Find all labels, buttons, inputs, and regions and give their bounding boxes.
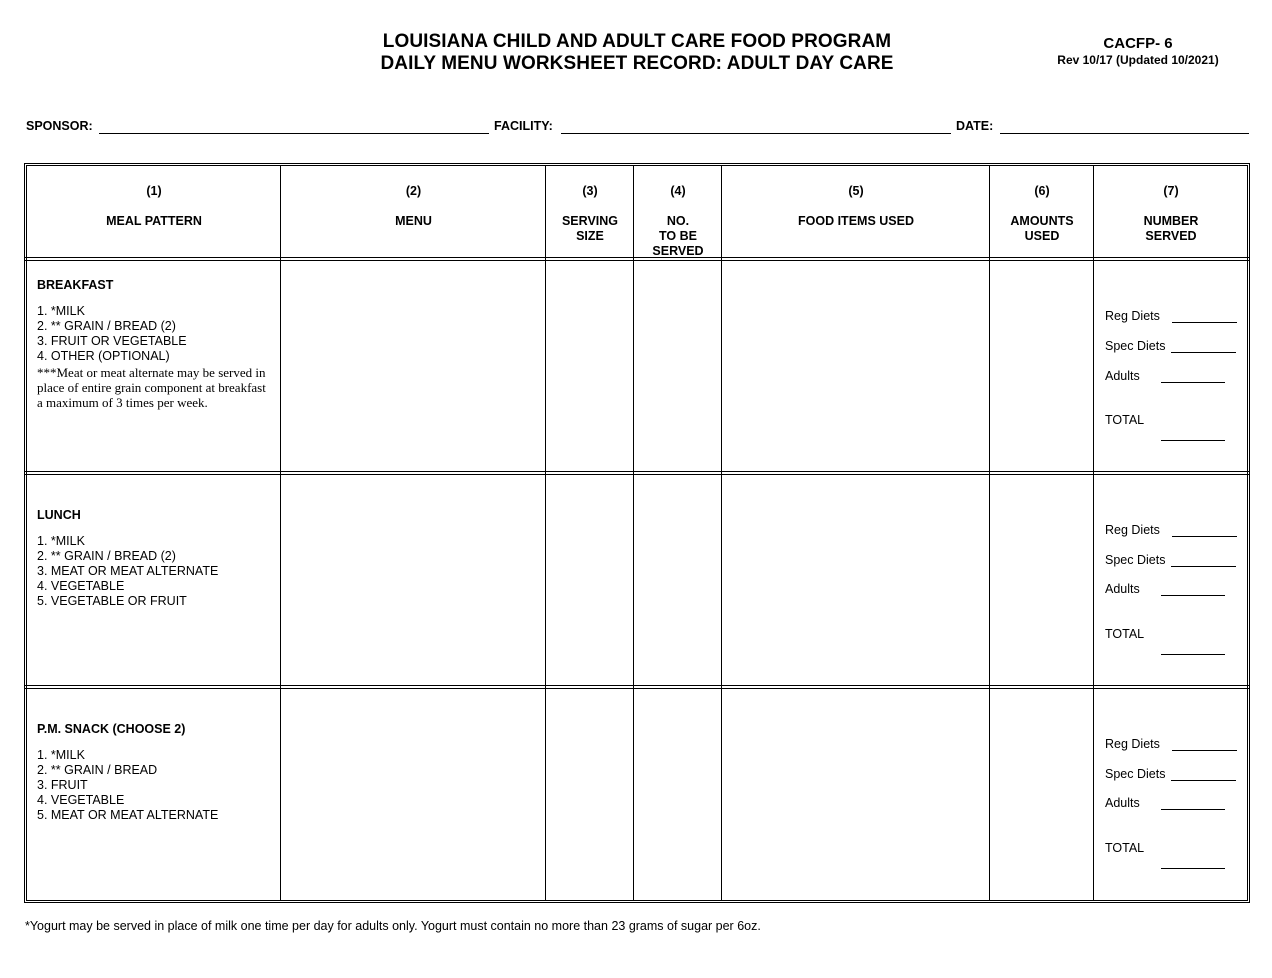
total-label: TOTAL [1105,413,1145,427]
date-label: DATE: [956,119,994,133]
meal-item: 2. ** GRAIN / BREAD [37,763,158,777]
total-label: TOTAL [1105,627,1145,641]
row-divider [24,685,1250,689]
column-header-serving-size [547,184,633,244]
spec-diets-field[interactable] [1171,780,1236,781]
column-number: (6) [1034,184,1050,198]
total-label: TOTAL [1105,841,1145,855]
form-revision: Rev 10/17 (Updated 10/2021) [1057,53,1219,67]
reg-diets-label: Reg Diets [1105,309,1160,323]
meal-pattern-breakfast [37,278,272,410]
meal-item: 3. MEAT OR MEAT ALTERNATE [37,564,219,578]
column-number: (1) [146,184,162,198]
column-name: NUMBER SERVED [1143,214,1199,243]
total-field[interactable] [1161,440,1225,441]
adults-label: Adults [1105,369,1140,383]
meal-item: 5. MEAT OR MEAT ALTERNATE [37,808,219,822]
facility-field[interactable] [561,133,951,134]
column-header-no-to-be-served [635,184,721,259]
meal-item: 2. ** GRAIN / BREAD (2) [37,319,176,333]
meal-pattern-pm-snack [37,722,218,823]
adults-label: Adults [1105,796,1140,810]
column-divider [633,165,634,901]
meal-item: 3. FRUIT OR VEGETABLE [37,334,187,348]
date-field[interactable] [1000,133,1249,134]
adults-field[interactable] [1161,595,1225,596]
column-name: AMOUNTS USED [1010,214,1074,243]
reg-diets-label: Reg Diets [1105,523,1160,537]
spec-diets-field[interactable] [1171,352,1236,353]
adults-label: Adults [1105,582,1140,596]
column-divider [1093,165,1094,901]
adults-field[interactable] [1161,809,1225,810]
reg-diets-field[interactable] [1172,750,1237,751]
column-divider [545,165,546,901]
reg-diets-label: Reg Diets [1105,737,1160,751]
row-divider [24,471,1250,475]
meal-title: P.M. SNACK (CHOOSE 2) [37,722,186,736]
column-number: (2) [405,184,422,198]
column-name: FOOD ITEMS USED [798,214,914,228]
form-id: CACFP- 6 [1103,35,1173,52]
adults-field[interactable] [1161,382,1225,383]
column-header-meal-pattern [28,184,280,229]
column-name: MEAL PATTERN [106,214,202,228]
column-header-amounts-used [991,184,1093,244]
meal-item: 5. VEGETABLE OR FRUIT [37,594,187,608]
sponsor-label: SPONSOR: [26,119,93,133]
facility-label: FACILITY: [494,119,553,133]
column-header-menu [282,184,545,229]
meal-item: 2. ** GRAIN / BREAD (2) [37,549,176,563]
column-name: NO. TO BE SERVED [652,214,704,258]
column-divider [721,165,722,901]
column-divider [989,165,990,901]
reg-diets-field[interactable] [1172,536,1237,537]
column-header-number-served [1095,184,1247,244]
total-field[interactable] [1161,654,1225,655]
meal-note: ***Meat or meat alternate may be served in place of entire grain component at breakfast a maximum of 3 times per week. [37,365,266,410]
meal-item: 4. VEGETABLE [37,793,125,807]
meal-title: BREAKFAST [37,278,114,292]
spec-diets-field[interactable] [1171,566,1236,567]
meal-item: 1. *MILK [37,534,85,548]
total-field[interactable] [1161,868,1225,869]
yogurt-footnote: *Yogurt may be served in place of milk one time per day for adults only. Yogurt must contain no more than 23 grams of sugar per 6oz. [25,919,761,933]
column-number: (7) [1163,184,1179,198]
spec-diets-label: Spec Diets [1105,339,1166,353]
column-divider [280,165,281,901]
spec-diets-label: Spec Diets [1105,553,1166,567]
reg-diets-field[interactable] [1172,322,1237,323]
form-title-line1: LOUISIANA CHILD AND ADULT CARE FOOD PROGRAM [382,31,892,52]
meal-pattern-lunch [37,508,218,609]
sponsor-field[interactable] [99,133,489,134]
meal-item: 3. FRUIT [37,778,88,792]
column-header-food-items-used [723,184,989,229]
form-title-line2: DAILY MENU WORKSHEET RECORD: ADULT DAY CARE [380,53,894,74]
column-name: MENU [395,214,432,228]
spec-diets-label: Spec Diets [1105,767,1166,781]
column-name: SERVING SIZE [561,214,619,243]
meal-item: 1. *MILK [37,304,85,318]
column-number: (5) [848,184,864,198]
column-number: (3) [582,184,598,198]
meal-item: 4. OTHER (OPTIONAL) [37,349,170,363]
column-number: (4) [670,184,686,198]
meal-item: 1. *MILK [37,748,85,762]
meal-item: 4. VEGETABLE [37,579,125,593]
meal-title: LUNCH [37,508,81,522]
